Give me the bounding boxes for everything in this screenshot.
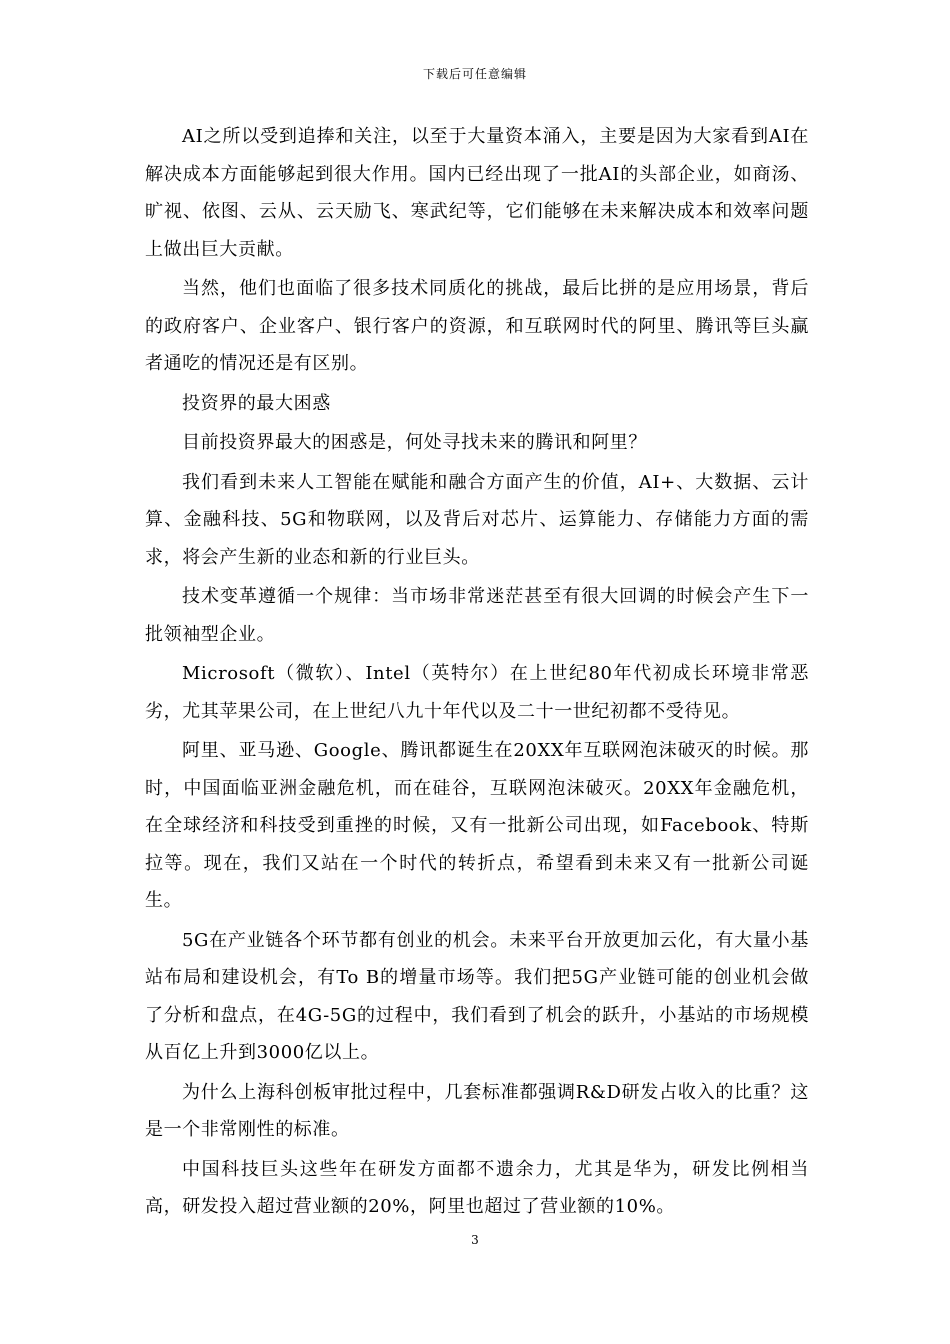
paragraph: 技术变革遵循一个规律：当市场非常迷茫甚至有很大回调的时候会产生下一批领袖型企业。 <box>145 586 809 645</box>
paragraph: AI之所以受到追捧和关注，以至于大量资本涌入，主要是因为大家看到AI在解决成本方面能够起到很大作用。国内已经出现了一批AI的头部企业，如商汤、旷视、依图、云从、云天励飞、寒武纪等，它们能够在未来解决成本和效率问题上做出巨大贡献。 <box>145 126 809 260</box>
paragraph: 当然，他们也面临了很多技术同质化的挑战，最后比拼的是应用场景，背后的政府客户、企业客户、银行客户的资源，和互联网时代的阿里、腾讯等巨头赢者通吃的情况还是有区别。 <box>145 278 809 374</box>
paragraph: 阿里、亚马逊、Google、腾讯都诞生在20XX年互联网泡沫破灭的时候。那时，中国面临亚洲金融危机，而在硅谷，互联网泡沫破灭。20XX年金融危机，在全球经济和科技受到重挫的时候，又有一批新公司出现，如Facebook、特斯拉等。现在，我们又站在一个时代的转折点，希望看到未来又有一批新公司诞生。 <box>145 740 809 911</box>
paragraph: 中国科技巨头这些年在研发方面都不遗余力，尤其是华为，研发比例相当高，研发投入超过营业额的20%，阿里也超过了营业额的10%。 <box>145 1158 809 1217</box>
paragraph: 目前投资界最大的困惑是，何处寻找未来的腾讯和阿里？ <box>182 432 647 453</box>
page-number: 3 <box>471 1233 479 1247</box>
paragraph: 我们看到未来人工智能在赋能和融合方面产生的价值，AI+、大数据、云计算、金融科技、5G和物联网，以及背后对芯片、运算能力、存储能力方面的需求，将会产生新的业态和新的行业巨头。 <box>145 471 809 568</box>
paragraph: 5G在产业链各个环节都有创业的机会。未来平台开放更加云化，有大量小基站布局和建设机会，有To B的增量市场等。我们把5G产业链可能的创业机会做了分析和盘点，在4G-5G的过程中，我们看到了机会的跃升，小基站的市场规模从百亿上升到3000亿以上。 <box>145 929 810 1063</box>
document-body <box>145 118 809 1228</box>
paragraph: 为什么上海科创板审批过程中，几套标准都强调R&D研发占收入的比重？这是一个非常刚性的标准。 <box>145 1081 809 1140</box>
section-heading: 投资界的最大困惑 <box>182 392 331 414</box>
paragraph: Microsoft（微软）、Intel（英特尔）在上世纪80年代初成长环境非常恶劣，尤其苹果公司，在上世纪八九十年代以及二十一世纪初都不受待见。 <box>145 663 809 722</box>
page-header: 下载后可任意编辑 <box>422 67 527 81</box>
